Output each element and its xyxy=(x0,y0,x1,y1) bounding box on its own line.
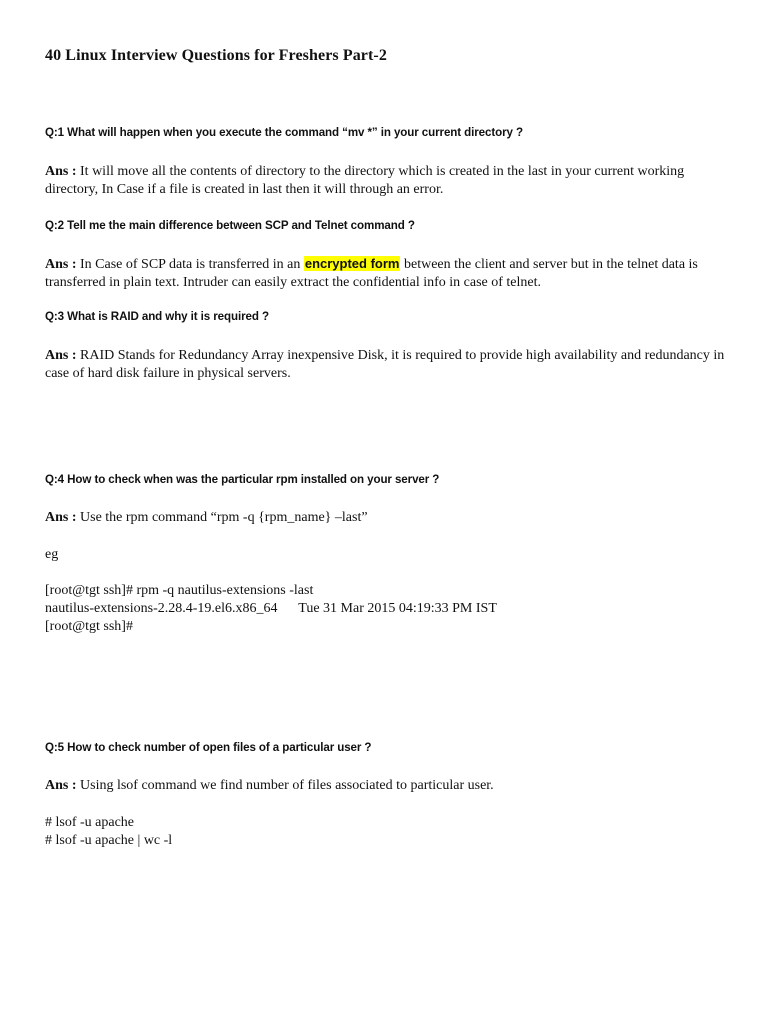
question-1: Q:1 What will happen when you execute the command “mv *” in your current directory ? xyxy=(45,126,523,139)
highlighted-phrase: encrypted form xyxy=(304,256,400,271)
example-label: eg xyxy=(45,547,59,562)
answer-3 xyxy=(45,347,725,383)
command-line: [root@tgt ssh]# rpm -q nautilus-extensions -last xyxy=(45,583,314,598)
answer-4-text: Use the rpm command “rpm -q {rpm_name} –last” xyxy=(80,510,368,525)
command-line: # lsof -u apache xyxy=(45,815,135,830)
answer-1-text: It will move all the contents of directory to the directory which is created in the last in your current working directory, In Case if a file is created in last then it will through an error. xyxy=(45,164,685,197)
document-title: 40 Linux Interview Questions for Freshers Part-2 xyxy=(45,47,387,64)
answer-label: Ans : xyxy=(45,778,77,793)
question-4: Q:4 How to check when was the particular rpm installed on your server ? xyxy=(45,473,440,486)
answer-3-text: RAID Stands for Redundancy Array inexpensive Disk, it is required to provide high availability and redundancy in case of hard disk failure in physical servers. xyxy=(45,348,725,381)
question-3: Q:3 What is RAID and why it is required ? xyxy=(45,310,269,323)
answer-label: Ans : xyxy=(45,510,77,525)
answer-2 xyxy=(45,255,725,292)
answer-1 xyxy=(45,163,725,199)
answer-4 xyxy=(45,509,725,527)
answer-2-text-end: between the client and server but in the telnet data is transferred in plain text. Intruder can easily extract the confidential info in case of telnet. xyxy=(45,257,698,290)
answer-2-text-start: In Case of SCP data is transferred in an xyxy=(80,257,301,272)
question-5: Q:5 How to check number of open files of a particular user ? xyxy=(45,741,372,754)
question-2: Q:2 Tell me the main difference between SCP and Telnet command ? xyxy=(45,219,415,232)
answer-label: Ans : xyxy=(45,164,77,179)
answer-label: Ans : xyxy=(45,257,77,272)
answer-5-text: Using lsof command we find number of files associated to particular user. xyxy=(80,778,494,793)
command-prompt: [root@tgt ssh]# xyxy=(45,619,133,634)
answer-5 xyxy=(45,777,725,795)
command-output: nautilus-extensions-2.28.4-19.el6.x86_64 Tue 31 Mar 2015 04:19:33 PM IST xyxy=(45,601,497,616)
command-line: # lsof -u apache | wc -l xyxy=(45,833,173,848)
answer-label: Ans : xyxy=(45,348,77,363)
